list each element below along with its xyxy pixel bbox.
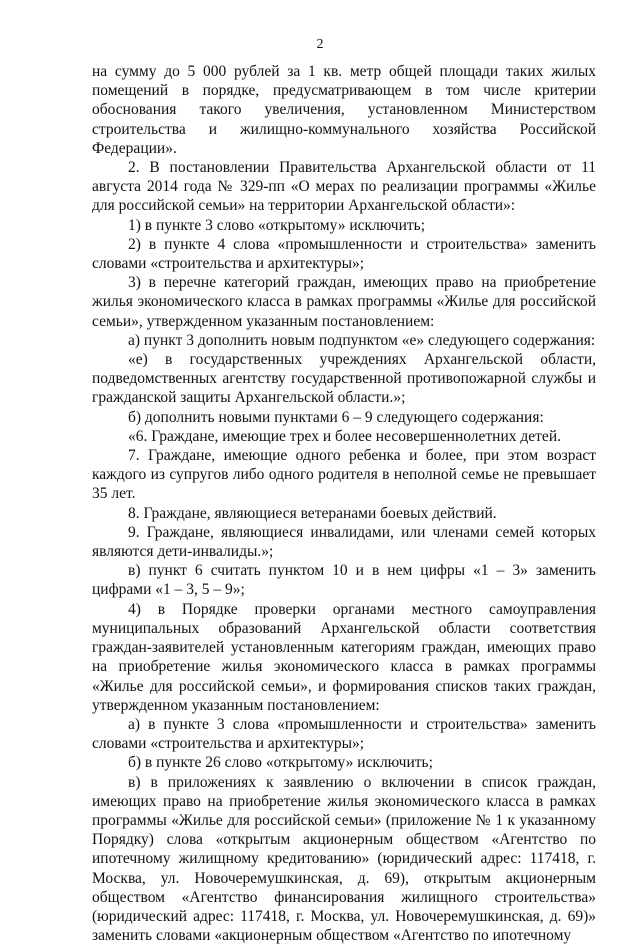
- paragraph-subitem-4: 4) в Порядке проверки органами местного самоуправления муниципальных образований Архангельской области соответствия граждан-заявителей установленным категориям граждан, имеющих право на приобретение жилья экономического класса в рамках программы «Жилье для российской семьи», и формирования списков таких граждан, утвержденном указанным постановлением:: [92, 600, 596, 714]
- paragraph-quote-7: 7. Граждане, имеющие одного ребенка и более, при этом возраст каждого из супругов либо одного родителя в неполной семье не превышает 35 лет.: [92, 447, 596, 503]
- paragraph-continuation: на сумму до 5 000 рублей за 1 кв. метр общей площади таких жилых помещений в порядке, предусматривающем в том числе критерии обоснования такого увеличения, установленном Министерством строительства и жилищно-коммунального хозяйства Российской Федерации».: [92, 63, 596, 157]
- paragraph-quote-9: 9. Граждане, являющиеся инвалидами, или членами семей которых являются дети-инвалиды.»;: [92, 523, 596, 561]
- paragraph-quote-8: 8. Граждане, являющиеся ветеранами боевых действий.: [128, 504, 497, 522]
- paragraph-subitem-3a: а) пункт 3 дополнить новым подпунктом «е» следующего содержания:: [128, 331, 596, 349]
- paragraph-subitem-3: 3) в перечне категорий граждан, имеющих право на приобретение жилья экономического класса в рамках программы «Жилье для российской семьи», утвержденном указанным постановлением:: [92, 274, 596, 330]
- paragraph-subitem-4a: а) в пункте 3 слова «промышленности и строительства» заменить словами «строительства и архитектуры»;: [92, 715, 596, 753]
- paragraph-subitem-1: 1) в пункте 3 слово «открытому» исключить;: [128, 216, 426, 234]
- paragraph-quote-6: «6. Граждане, имеющие трех и более несовершеннолетних детей.: [128, 427, 561, 445]
- paragraph-subitem-3v: в) пункт 6 считать пунктом 10 и в нем цифры «1 – 3» заменить цифрами «1 – 3, 5 – 9»;: [92, 562, 596, 599]
- paragraph-subitem-2: 2) в пункте 4 слова «промышленности и строительства» заменить словами «строительства и архитектуры»;: [92, 235, 596, 273]
- paragraph-subitem-3b: б) дополнить новыми пунктами 6 – 9 следующего содержания:: [128, 408, 544, 426]
- paragraph-quote-e: «е) в государственных учреждениях Архангельской области, подведомственных агентству государственной противопожарной службы и гражданской защиты Архангельской области.»;: [92, 351, 596, 407]
- paragraph-subitem-4b: б) в пункте 26 слово «открытому» исключить;: [128, 754, 433, 772]
- document-body: [92, 62, 596, 945]
- paragraph-subitem-4v: в) в приложениях к заявлению о включении в список граждан, имеющих право на приобретение жилья экономического класса в рамках программы «Жилье для российской семьи» (приложение № 1 к указанному Порядку) слова «открытым акционерным обществом «Агентство по ипотечному жилищному кредитованию» (юридический адрес: 117418, г. Москва, ул. Новочеремушкинская, д. 69), открытым акционерным обществом «Агентство финансирования жилищного строительства» (юридический адрес: 117418, г. Москва, ул. Новочеремушкинская, д. 69)» заменить словами «акционерным обществом «Агентство по ипотечному: [92, 773, 596, 945]
- page-number: 2: [316, 37, 324, 52]
- paragraph-item-2: 2. В постановлении Правительства Архангельской области от 11 августа 2014 года № 329-пп «О мерах по реализации программы «Жилье для российской семьи» на территории Архангельской области»:: [92, 159, 596, 215]
